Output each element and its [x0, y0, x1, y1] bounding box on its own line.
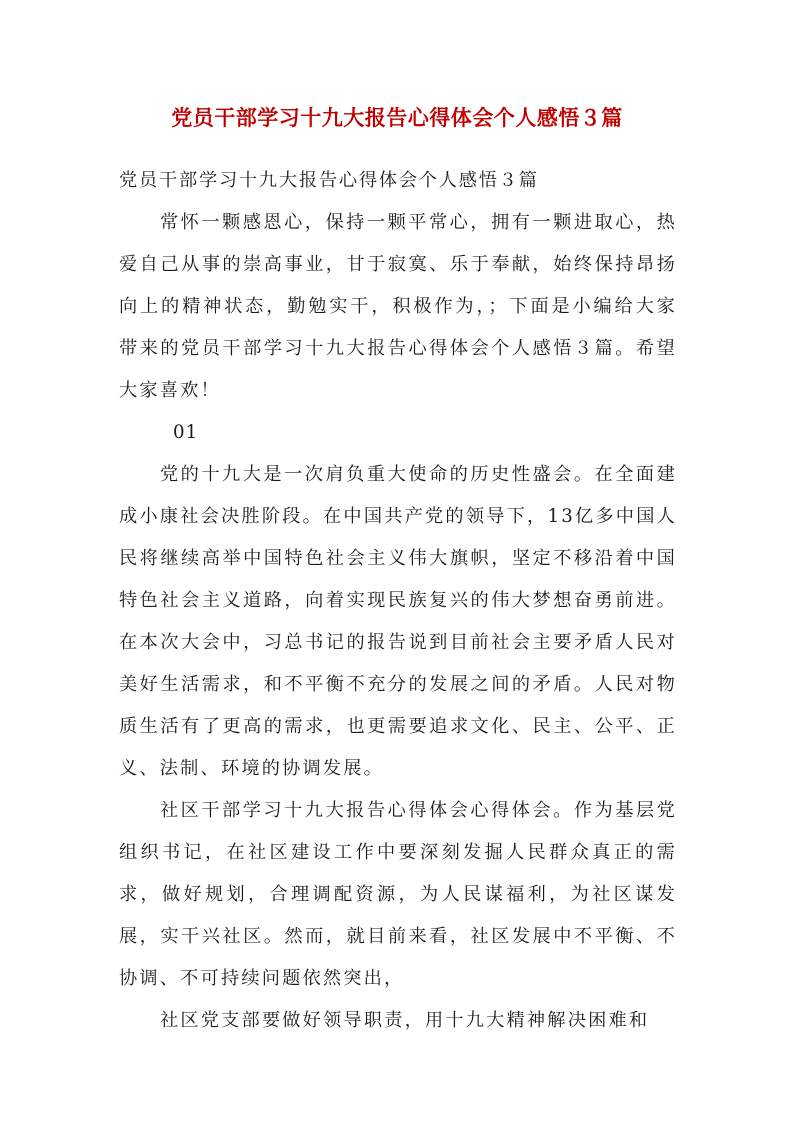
document-title: 党员干部学习十九大报告心得体会个人感悟３篇 — [171, 105, 623, 130]
document-body — [119, 160, 677, 1042]
document-subtitle: 党员干部学习十九大报告心得体会个人感悟３篇 — [119, 170, 539, 191]
section-number: 01 — [173, 422, 199, 443]
body-paragraph: 社区党支部要做好领导职责，用十九大精神解决困难和 — [159, 1010, 650, 1031]
body-paragraph: 社区干部学习十九大报告心得体会心得体会。作为基层党组织书记，在社区建设工作中要深刻发掘人民群众真正的需求，做好规划，合理调配资源，为人民谋福利，为社区谋发展，实干兴社区。然而，就目前来看，社区发展中不平衡、不协调、不可持续问题依然突出， — [119, 800, 677, 989]
body-paragraph: 党的十九大是一次肩负重大使命的历史性盛会。在全面建成小康社会决胜阶段。在中国共产党的领导下，13亿多中国人民将继续高举中国特色社会主义伟大旗帜，坚定不移沿着中国特色社会主义道路，向着实现民族复兴的伟大梦想奋勇前进。在本次大会中，习总书记的报告说到目前社会主要矛盾人民对美好生活需求，和不平衡不充分的发展之间的矛盾。人民对物质生活有了更高的需求，也更需要追求文化、民主、公平、正义、法制、环境的协调发展。 — [119, 464, 677, 779]
intro-paragraph: 常怀一颗感恩心，保持一颗平常心，拥有一颗进取心，热爱自己从事的崇高事业，甘于寂寞、乐于奉献，始终保持昂扬向上的精神状态，勤勉实干，积极作为，；下面是小编给大家带来的党员干部学习十九大报告心得体会个人感悟３篇。希望大家喜欢！ — [119, 212, 677, 401]
